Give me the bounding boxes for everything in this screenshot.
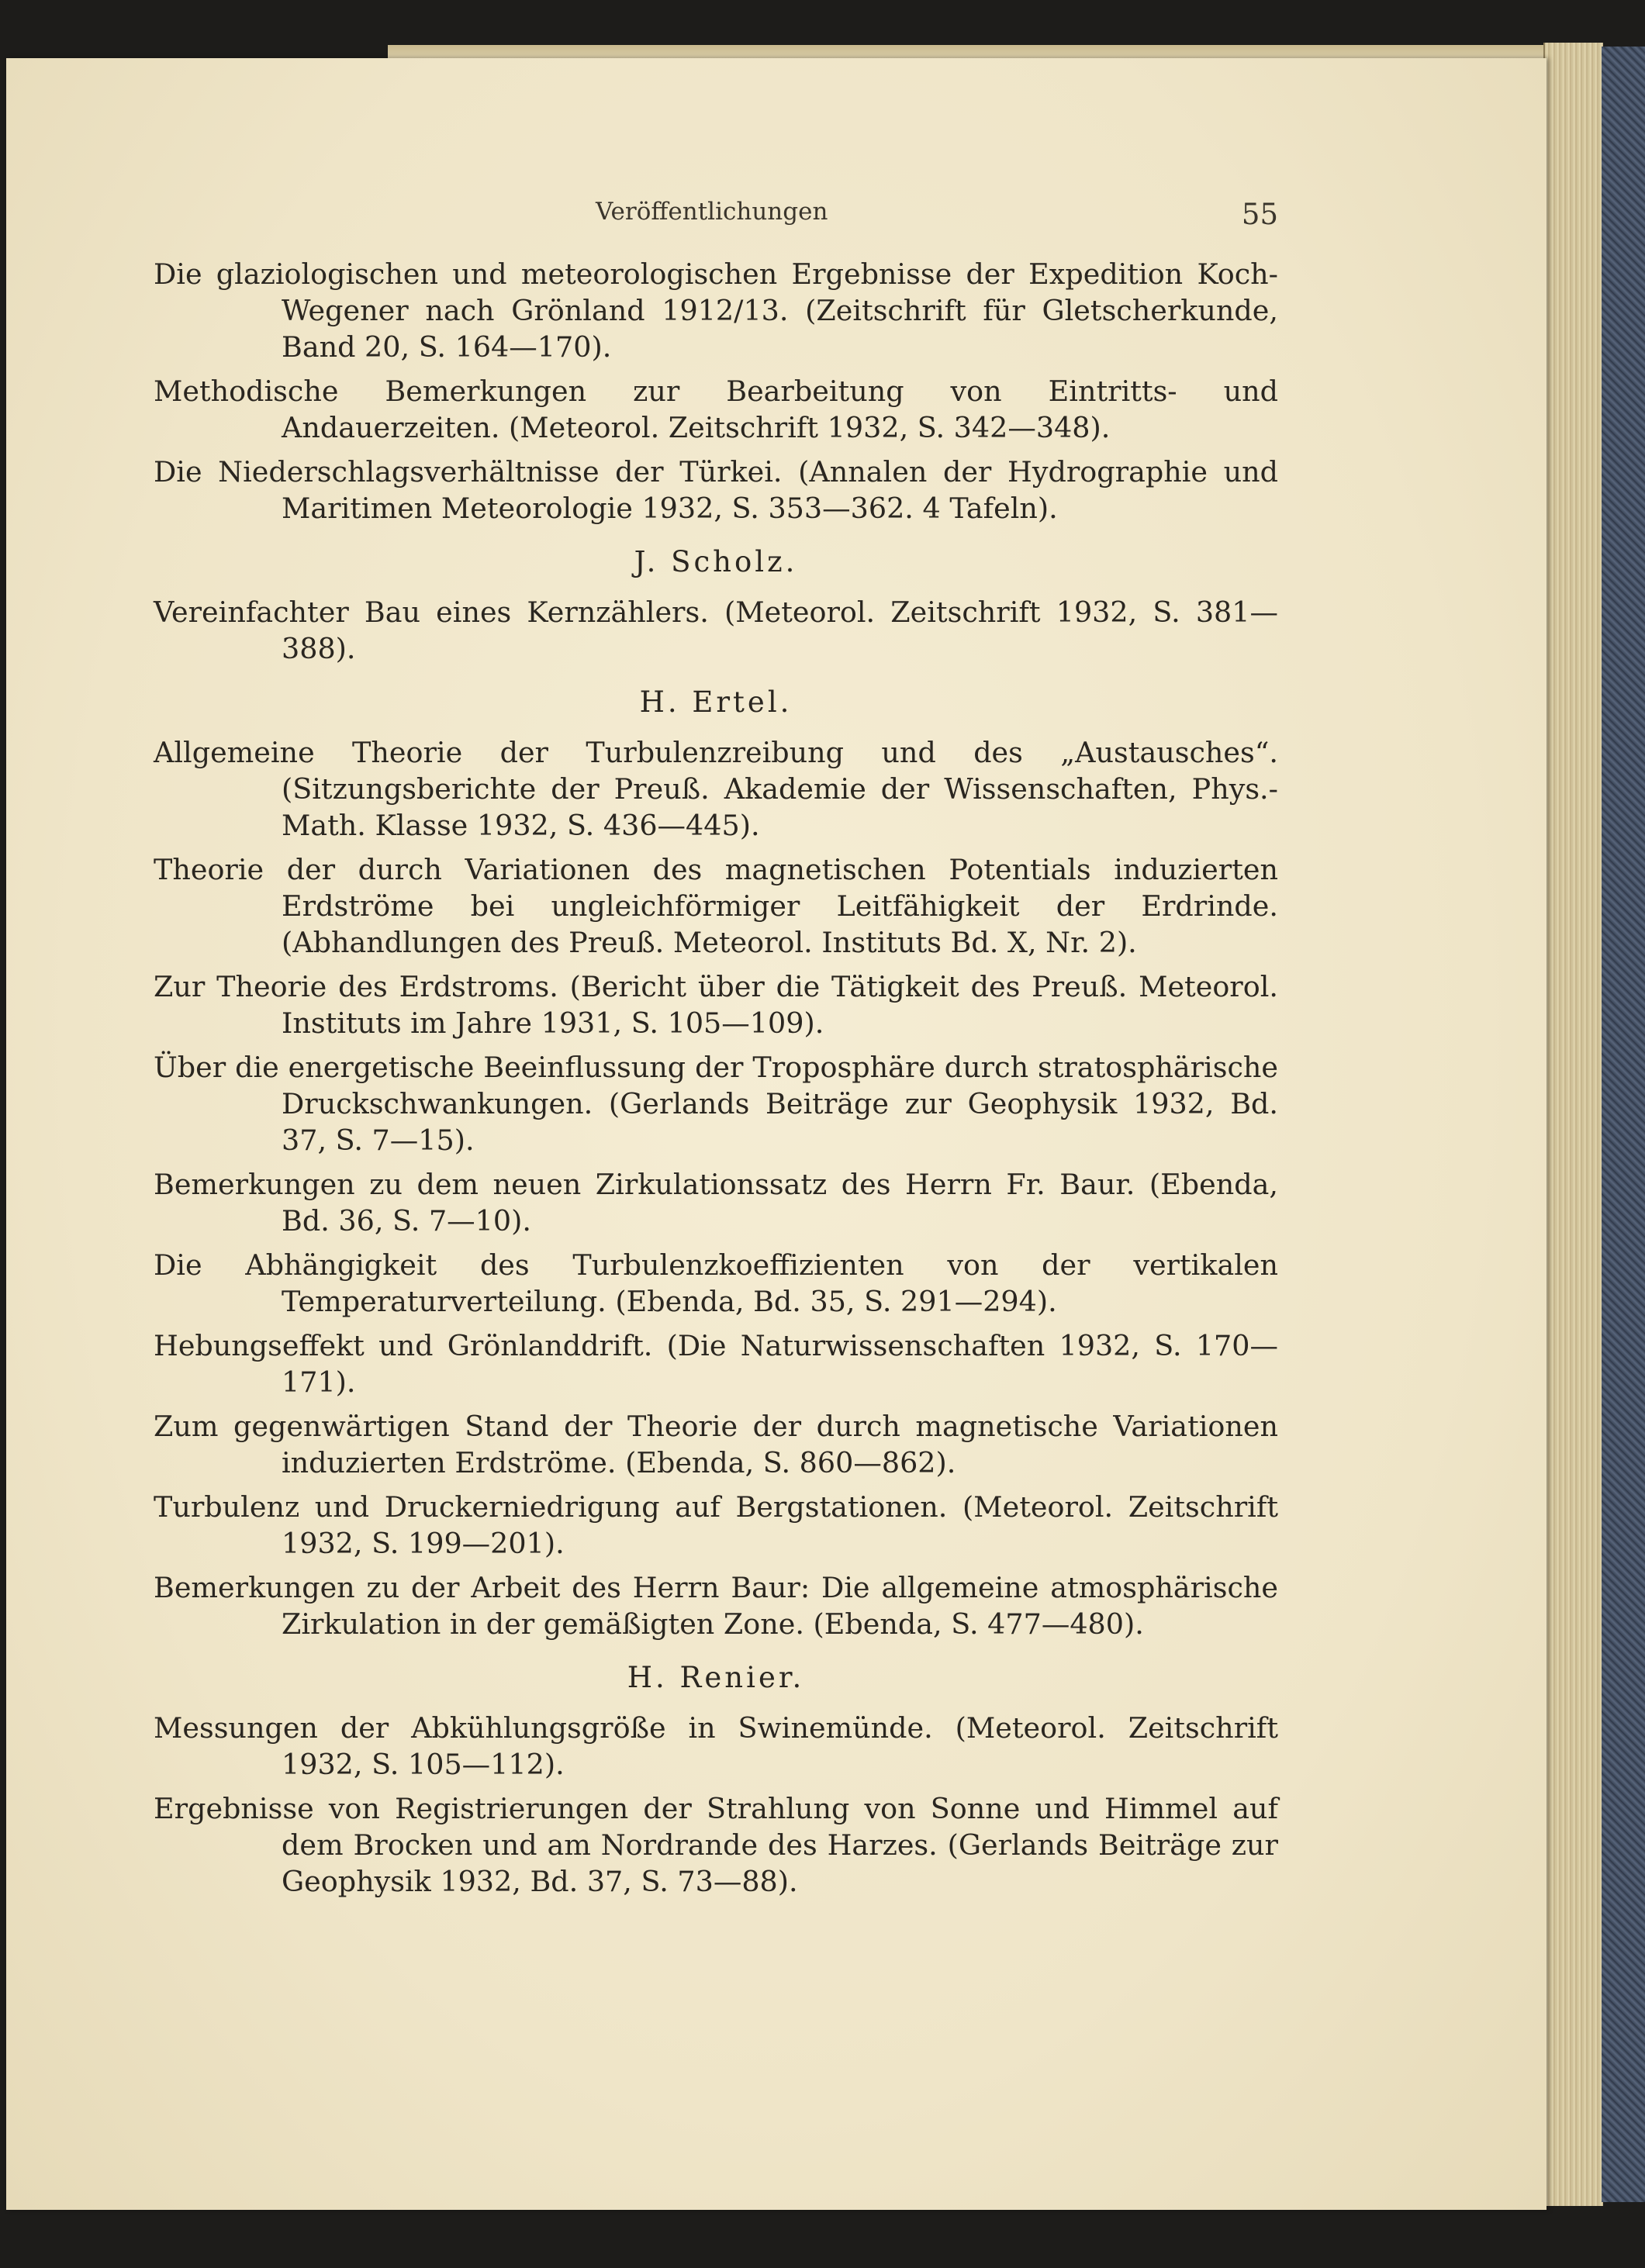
section-continuation [154,256,1278,526]
book-binding [1602,47,1645,2202]
author-heading: J. Scholz. [634,545,798,578]
list-item: Vereinfachter Bau eines Kernzählers. (Meteorol. Zeitschrift 1932, S. 381—388). [154,595,1278,665]
section-ertel [154,684,1278,1642]
list-item: Die Niederschlagsverhältnisse der Türkei. (Annalen der Hydrographie und Maritimen Meteorologie 1932, S. 353—362. 4 Tafeln). [154,455,1278,525]
publication-list [154,256,1278,1907]
list-item: Die Abhängigkeit des Turbulenzkoeffizienten von der vertikalen Temperaturverteilung. (Ebenda, Bd. 35, S. 291—294). [154,1248,1278,1318]
running-header [596,198,1294,244]
list-item: Hebungseffekt und Grönlanddrift. (Die Naturwissenschaften 1932, S. 170—171). [154,1329,1278,1399]
list-item: Zum gegenwärtigen Stand der Theorie der durch magnetische Variationen induzierten Erdströme. (Ebenda, S. 860—862). [154,1410,1278,1479]
list-item: Die glaziologischen und meteorologischen Ergebnisse der Expedition Koch-Wegener nach Grönland 1912/13. (Zeitschrift für Gletscherkunde, Band 20, S. 164—170). [154,257,1278,364]
page-sheet [6,58,1547,2210]
list-item: Theorie der durch Variationen des magnetischen Potentials induzierten Erdströme bei ungleichförmiger Leitfähigkeit der Erdrinde. (Abhandlungen des Preuß. Meteorol. Instituts Bd. X, Nr. 2). [154,853,1278,959]
list-item: Bemerkungen zu der Arbeit des Herrn Baur: Die allgemeine atmosphärische Zirkulation in der gemäßigten Zone. (Ebenda, S. 477—480). [154,1571,1278,1641]
list-item: Turbulenz und Druckerniedrigung auf Bergstationen. (Meteorol. Zeitschrift 1932, S. 199—201). [154,1490,1278,1560]
list-item: Allgemeine Theorie der Turbulenzreibung und des „Austausches“. (Sitzungsberichte der Preuß. Akademie der Wissenschaften, Phys.-Math. Klasse 1932, S. 436—445). [154,736,1278,842]
list-item: Über die energetische Beeinflussung der Troposphäre durch stratosphärische Druckschwankungen. (Gerlands Beiträge zur Geophysik 1932, Bd. 37, S. 7—15). [154,1051,1278,1157]
list-item: Methodische Bemerkungen zur Bearbeitung von Eintritts- und Andauerzeiten. (Meteorol. Zeitschrift 1932, S. 342—348). [154,375,1278,444]
list-item: Ergebnisse von Registrierungen der Strahlung von Sonne und Himmel auf dem Brocken und am Nordrande des Harzes. (Gerlands Beiträge zur Geophysik 1932, Bd. 37, S. 73—88). [154,1792,1278,1898]
page-number: 55 [1241,198,1278,231]
author-heading: H. Ertel. [639,685,793,719]
section-renier [154,1659,1278,1900]
list-item: Messungen der Abkühlungsgröße in Swinemünde. (Meteorol. Zeitschrift 1932, S. 105—112). [154,1711,1278,1781]
section-scholz [154,544,1278,667]
list-item: Bemerkungen zu dem neuen Zirkulationssatz des Herrn Fr. Baur. (Ebenda, Bd. 36, S. 7—10). [154,1168,1278,1238]
author-heading: H. Renier. [627,1661,805,1694]
running-title: Veröffentlichungen [596,198,828,226]
list-item: Zur Theorie des Erdstroms. (Bericht über die Tätigkeit des Preuß. Meteorol. Instituts im Jahre 1931, S. 105—109). [154,970,1278,1040]
book-page-edges [1543,43,1603,2206]
